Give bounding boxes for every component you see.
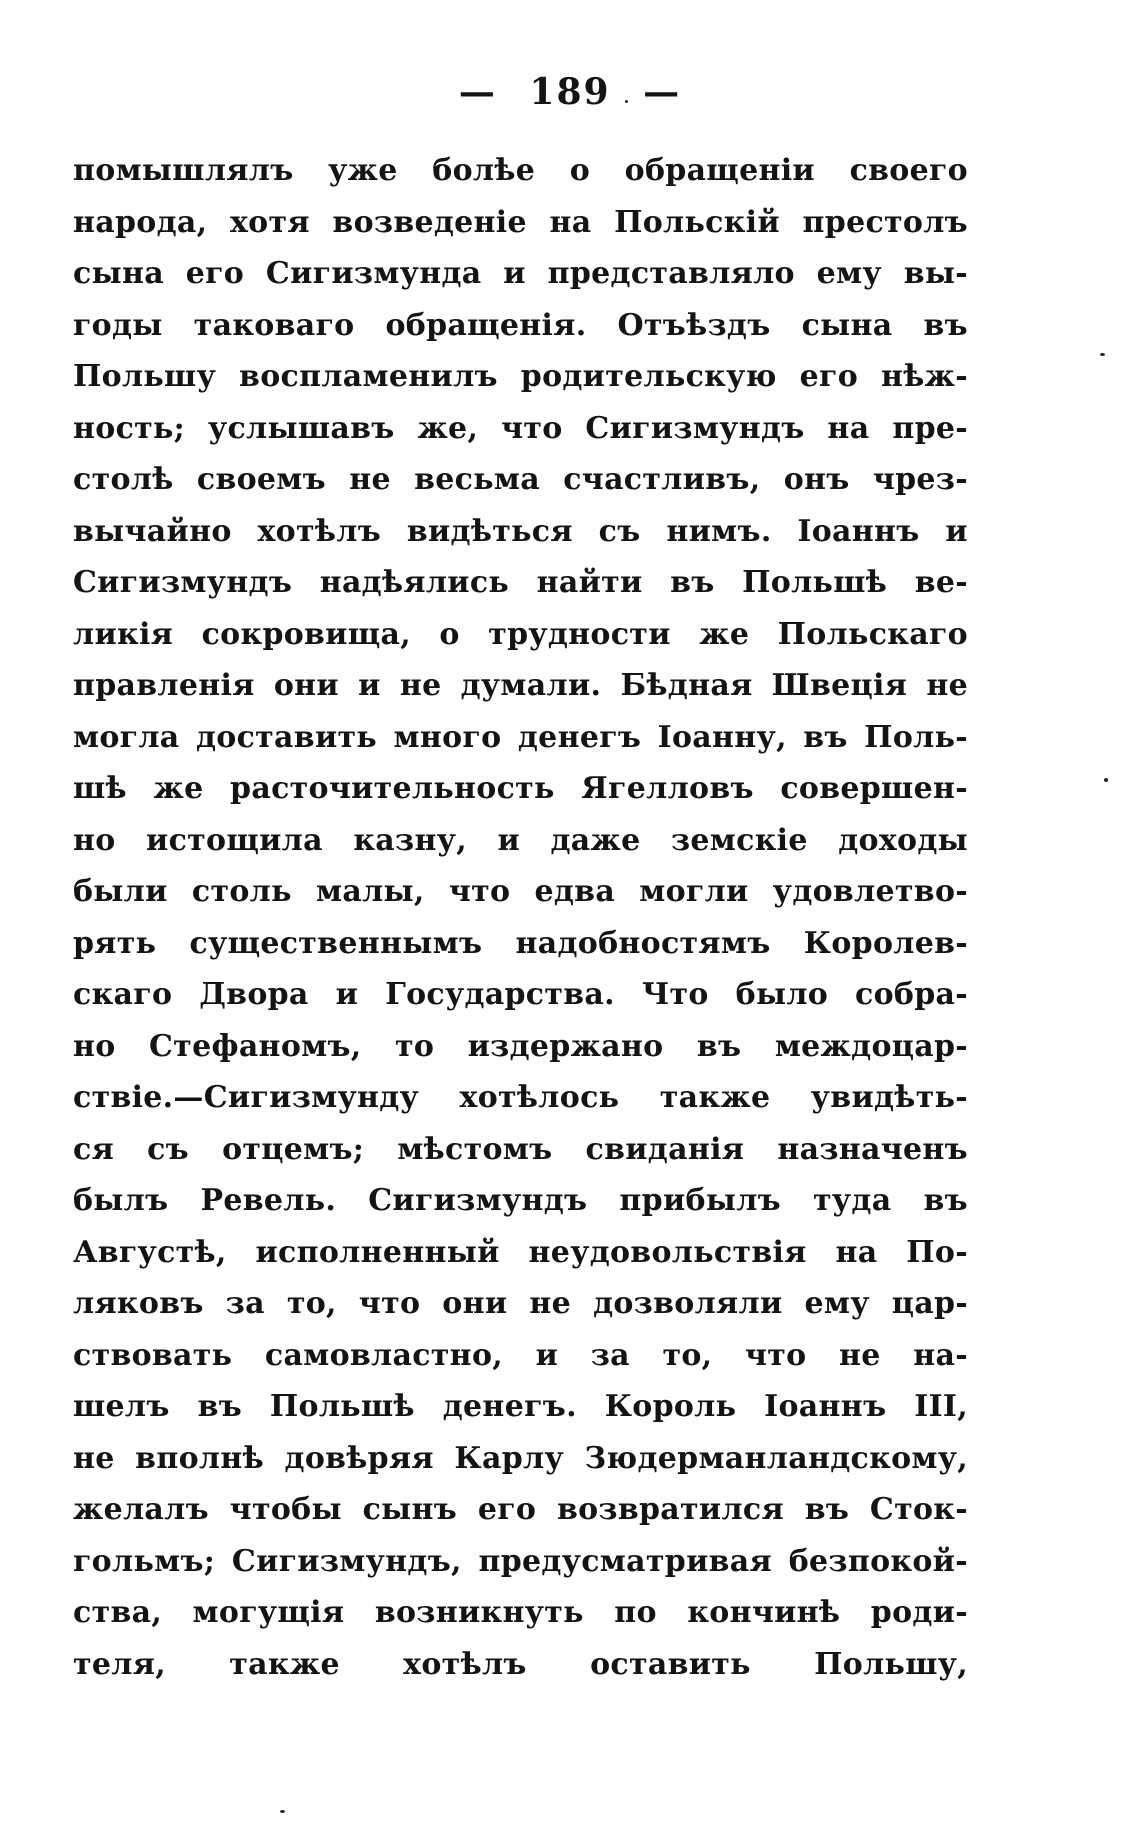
text-line: шѣ же расточительность Ягелловъ совершен- [73, 771, 968, 806]
text-line: народа, хотя возведеніе на Польскій престолъ [73, 204, 968, 240]
text-line: правленія они и не думали. Бѣдная Швеція не [73, 668, 968, 703]
page-header [0, 62, 1140, 122]
text-line: былъ Ревель. Сигизмундъ прибылъ туда въ [73, 1183, 968, 1218]
text-line: ликія сокровища, о трудности же Польскаго [73, 616, 968, 652]
text-line: рять существеннымъ надобностямъ Королев- [73, 925, 968, 961]
text-line: теля, также хотѣлъ оставить Польшу, [73, 1646, 968, 1682]
text-line: были столь малы, что едва могли удовлетво- [73, 874, 968, 909]
scan-speck [1104, 778, 1108, 782]
text-line: ность; услышавъ же, что Сигизмундъ на пре- [73, 410, 968, 446]
scan-speck [1100, 353, 1105, 356]
text-line: ся съ отцемъ; мѣстомъ свиданія назначенъ [73, 1131, 968, 1167]
text-line: не вполнѣ довѣряя Карлу Зюдерманландскому, [73, 1440, 968, 1476]
text-line: могла доставить много денегъ Іоанну, въ Поль- [73, 719, 968, 755]
text-line: скаго Двора и Государства. Что было собра- [73, 977, 968, 1012]
body-text [73, 145, 968, 1690]
text-line: ства, могущія возникнуть по кончинѣ роди- [73, 1595, 968, 1630]
text-line: сына его Сигизмунда и представляло ему вы- [73, 256, 968, 291]
text-line: шелъ въ Польшѣ денегъ. Король Іоаннъ III, [73, 1389, 968, 1424]
scan-speck [625, 100, 628, 103]
header-dash-left: — [458, 71, 497, 113]
text-line: желалъ чтобы сынъ его возвратился въ Сток- [73, 1492, 968, 1527]
text-line: ствіе.—Сигизмунду хотѣлось также увидѣть- [73, 1080, 968, 1115]
text-line: но истощила казну, и даже земскіе доходы [73, 822, 968, 858]
text-line: Польшу воспламенилъ родительскую его нѣж- [73, 359, 968, 394]
text-line: столѣ своемъ не весьма счастливъ, онъ чрез- [73, 462, 968, 497]
text-line: годы таковаго обращенія. Отъѣздъ сына въ [73, 307, 968, 343]
text-line: вычайно хотѣлъ видѣться съ нимъ. Іоаннъ и [73, 513, 968, 549]
scan-speck [280, 1810, 285, 1813]
header-dash-right: — [643, 71, 682, 113]
text-line: помышлялъ уже болѣе о обращеніи своего [73, 153, 968, 188]
text-line: ствовать самовластно, и за то, что не на- [73, 1337, 968, 1373]
text-line: но Стефаномъ, то издержано въ междоцар- [73, 1028, 968, 1064]
text-line: Августѣ, исполненный неудовольствія на По- [73, 1234, 968, 1270]
page-number: 189 [529, 71, 611, 113]
text-line: гольмъ; Сигизмундъ, предусматривая безпокой- [73, 1543, 968, 1579]
text-line: ляковъ за то, что они не дозволяли ему цар- [73, 1286, 968, 1321]
text-line: Сигизмундъ надѣялись найти въ Польшѣ ве- [73, 565, 968, 600]
